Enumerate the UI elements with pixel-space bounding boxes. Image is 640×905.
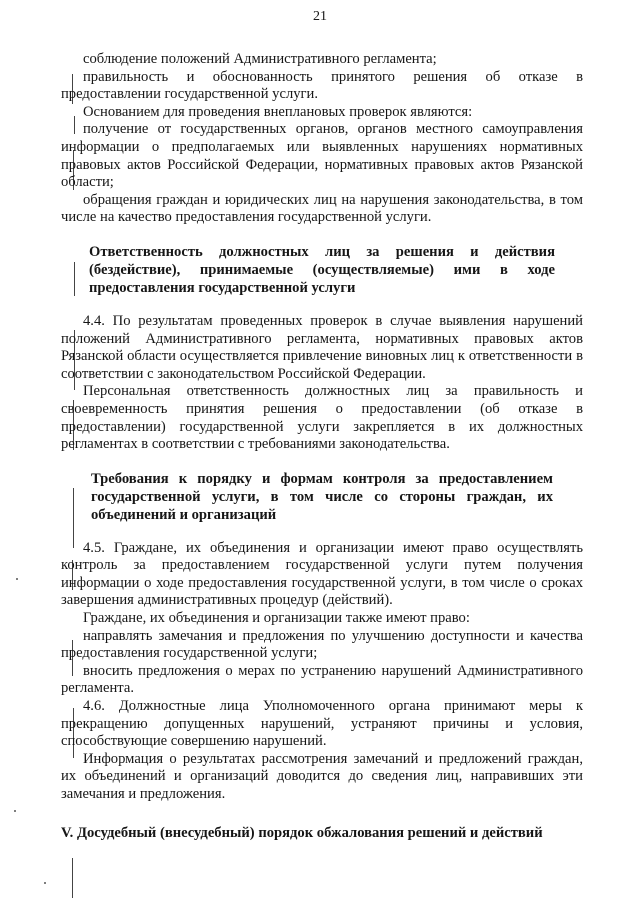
paragraph: получение от государственных органов, органов местного самоуправления информации о предполагаемых или выявленных нарушениях нормативных правовых актов Российской Федерации, нормативных правовых актов Рязанской области; bbox=[61, 121, 583, 191]
paragraph: правильность и обоснованность принятого решения об отказе в предоставлении государственной услуги. bbox=[61, 68, 583, 103]
paragraph: Персональная ответственность должностных лиц за правильность и своевременность принятия решения о предоставлении (об отказе в предоставлении) государственной услуги закрепляется в их должностных регламентах в соответствии с требованиями законодательства. bbox=[61, 383, 583, 453]
scan-speck bbox=[16, 578, 18, 580]
page-number: 21 bbox=[313, 9, 327, 24]
paragraph: вносить предложения о мерах по устранению нарушений Административного регламента. bbox=[61, 662, 583, 697]
scan-margin-mark bbox=[72, 858, 73, 898]
paragraph: обращения граждан и юридических лиц на нарушения законодательства, в том числе на качество предоставления государственной услуги. bbox=[61, 191, 583, 226]
paragraph: соблюдение положений Административного регламента; bbox=[83, 51, 437, 67]
paragraph: Основанием для проведения внеплановых проверок являются: bbox=[83, 103, 473, 120]
section-heading: V. Досудебный (внесудебный) порядок обжалования решений и действий bbox=[61, 824, 543, 841]
paragraph: 4.4. По результатам проведенных проверок в случае выявления нарушений положений Административного регламента, нормативных правовых актов Рязанской области осуществляется привлечение виновных лиц к ответственности в соответствии с законодательством Российской Федерации. bbox=[61, 312, 583, 382]
document-body bbox=[61, 51, 583, 842]
paragraph: Граждане, их объединения и организации также имеют право: bbox=[83, 610, 470, 627]
paragraph: 4.5. Граждане, их объединения и организации имеют право осуществлять контроль за предоставлением государственной услуги путем получения информации о ходе предоставления государственной услуги, в том числе о сроках завершения административных процедур (действий). bbox=[61, 539, 583, 609]
scan-speck bbox=[14, 810, 16, 812]
scan-speck bbox=[44, 882, 46, 884]
section-heading: Ответственность должностных лиц за решения и действия (бездействие), принимаемые (осуществляемые) ими в ходе предоставления государственной услуги bbox=[89, 243, 555, 296]
section-heading: Требования к порядку и формам контроля за предоставлением государственной услуги, в том числе со стороны граждан, их объединений и организаций bbox=[91, 470, 553, 523]
paragraph: 4.6. Должностные лица Уполномоченного органа принимают меры к прекращению допущенных нарушений, устраняют причины и условия, способствующие совершению нарушений. bbox=[61, 698, 583, 750]
paragraph: направлять замечания и предложения по улучшению доступности и качества предоставления государственной услуги; bbox=[61, 627, 583, 662]
paragraph: Информация о результатах рассмотрения замечаний и предложений граждан, их объединений и организаций доводится до сведения лиц, направивших эти замечания и предложения. bbox=[61, 750, 583, 802]
